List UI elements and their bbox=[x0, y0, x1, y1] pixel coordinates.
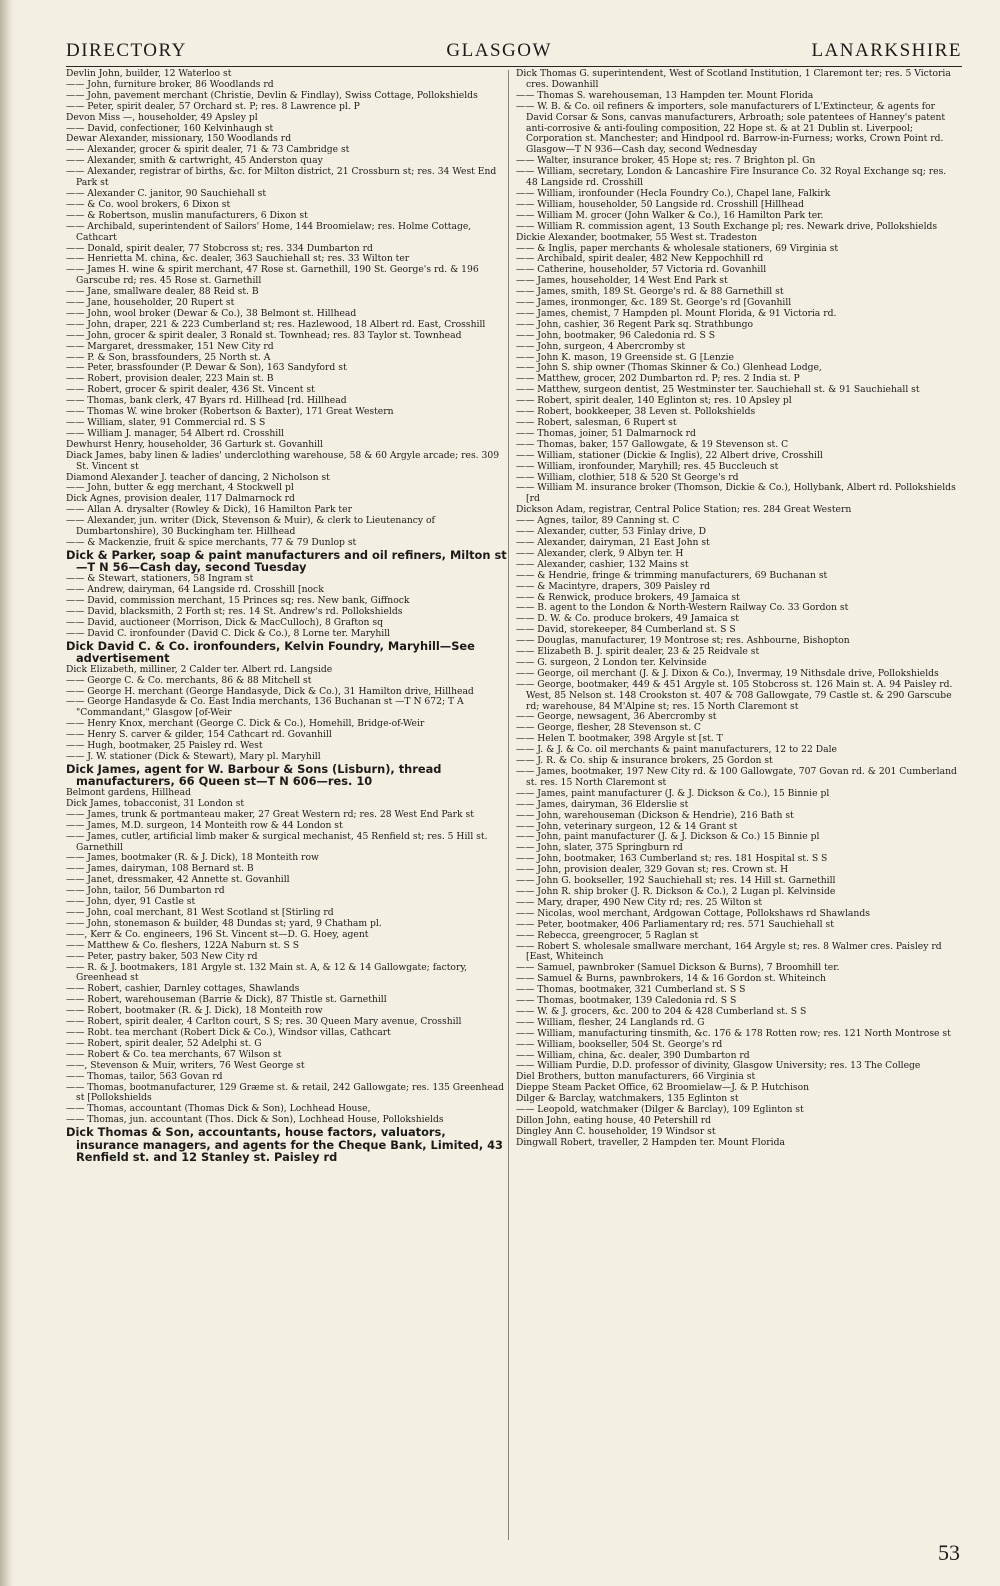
directory-entry: —— Robert, provision dealer, 223 Main st. B bbox=[66, 373, 274, 385]
directory-entry: —— Robert, spirit dealer, 52 Adelphi st. G bbox=[66, 1037, 262, 1049]
directory-entry: —— Robert, grocer & spirit dealer, 436 St. Vincent st bbox=[66, 384, 315, 396]
directory-entry: —— R. & J. bootmakers, 181 Argyle st. 132 Main st. A, & 12 & 14 Gallowgate; factory, Greenhead st bbox=[66, 961, 468, 984]
directory-entry: —— George, bootmaker, 449 & 451 Argyle st. 105 Stobcross st. 126 Main st. A. 94 Paisley rd. West, 85 Nelson st. 148 Crookston st. 407 & 708 Gallowgate, 79 Castle st. & 290 Garscube rd; warehouse, 84 M'Alpine st; res. 15 North Claremont st bbox=[516, 678, 953, 712]
directory-entry: —— James, chemist, 7 Hampden pl. Mount Florida, & 91 Victoria rd. bbox=[516, 307, 837, 319]
directory-entry: —— Elizabeth B. J. spirit dealer, 23 & 25 Reidvale st bbox=[516, 646, 760, 658]
directory-entry: —— Helen T. bootmaker, 398 Argyle st [st. T bbox=[516, 733, 723, 745]
directory-entry: —— John, veterinary surgeon, 12 & 14 Grant st bbox=[516, 820, 738, 832]
directory-entry: —— Margaret, dressmaker, 151 New City rd bbox=[66, 340, 274, 352]
directory-entry: —— William, flesher, 24 Langlands rd. G bbox=[516, 1016, 705, 1028]
directory-entry: —— Jane, smallware dealer, 88 Reid st. B bbox=[66, 286, 259, 298]
directory-entry: —— & Macintyre, drapers, 309 Paisley rd bbox=[516, 580, 710, 592]
directory-entry: —— Donald, spirit dealer, 77 Stobcross st; res. 334 Dumbarton rd bbox=[66, 242, 373, 254]
directory-entry: —— William, bookseller, 504 St. George's rd bbox=[516, 1038, 723, 1050]
directory-entry: —— Rebecca, greengrocer, 5 Raglan st bbox=[516, 929, 699, 941]
directory-entry: —— William, stationer (Dickie & Inglis), 22 Albert drive, Crosshill bbox=[516, 449, 823, 461]
directory-entry: —— John, butter & egg merchant, 4 Stockwell pl bbox=[66, 482, 294, 494]
directory-entry: —— William Purdie, D.D. professor of divinity, Glasgow University; res. 13 The College bbox=[516, 1060, 921, 1072]
directory-entry: —— William, ironfounder (Hecla Foundry Co.), Chapel lane, Falkirk bbox=[516, 187, 831, 199]
directory-entry: —— John, slater, 375 Springburn rd bbox=[516, 842, 683, 854]
directory-entry: —— James, bootmaker, 197 New City rd. & 100 Gallowgate, 707 Govan rd. & 201 Cumberland st. res. 15 North Claremont st bbox=[516, 766, 957, 788]
directory-entry: —— G. surgeon, 2 London ter. Kelvinside bbox=[516, 656, 707, 668]
directory-entry: —— James, ironmonger, &c. 189 St. George's rd [Govanhill bbox=[516, 297, 792, 309]
directory-entry: —— George H. merchant (George Handasyde, Dick & Co.), 31 Hamilton drive, Hillhead bbox=[66, 685, 474, 697]
directory-entry: —— Robert S. wholesale smallware merchant, 164 Argyle st; res. 8 Walmer cres. Paisley rd [East, Whiteinch bbox=[516, 940, 942, 963]
directory-entry: —— Peter, pastry baker, 503 New City rd bbox=[66, 950, 258, 962]
directory-entry: —— John, surgeon, 4 Abercromby st bbox=[516, 340, 686, 352]
directory-entry: —— Thomas, joiner, 51 Dalmarnock rd bbox=[516, 427, 696, 439]
directory-entry: —— William, china, &c. dealer, 390 Dumbarton rd bbox=[516, 1049, 750, 1061]
directory-entry: —— Samuel, pawnbroker (Samuel Dickson & Burns), 7 Broomhill ter. bbox=[516, 962, 840, 974]
right-column bbox=[516, 69, 958, 1541]
directory-entry: —— William, slater, 91 Commercial rd. S S bbox=[66, 417, 266, 428]
directory-entry: —— Alexander, dairyman, 21 East John st bbox=[516, 536, 710, 548]
directory-entry: —— Thomas S. warehouseman, 13 Hampden ter. Mount Florida bbox=[516, 89, 814, 101]
directory-entry: Dilger & Barclay, watchmakers, 135 Eglinton st bbox=[516, 1093, 739, 1105]
directory-entry: —— J. R. & Co. ship & insurance brokers, 25 Gordon st bbox=[516, 755, 773, 767]
directory-entry: —— Robert, cashier, Darnley cottages, Shawlands bbox=[66, 983, 300, 995]
directory-entry: —— Alexander, cutter, 53 Finlay drive, D bbox=[516, 526, 706, 538]
directory-entry: Dickson Adam, registrar, Central Police Station; res. 284 Great Western bbox=[516, 504, 852, 516]
directory-entry: ——, Kerr & Co. engineers, 196 St. Vincent st—D. G. Hoey, agent bbox=[66, 928, 369, 940]
directory-entry: —— John S. ship owner (Thomas Skinner & Co.) Glenhead Lodge, bbox=[516, 362, 822, 374]
directory-entry: —— David, storekeeper, 84 Cumberland st. S S bbox=[516, 624, 736, 636]
directory-entry: —— John, paint manufacturer (J. & J. Dickson & Co.) 15 Binnie pl bbox=[516, 831, 820, 843]
directory-entry: —— Alexander, registrar of births, &c. for Milton district, 21 Crossburn st; res. 34 West End Park st bbox=[66, 166, 497, 189]
directory-entry: —— William, manufacturing tinsmith, &c. 176 & 178 Rotten row; res. 121 North Montrose st bbox=[516, 1027, 951, 1039]
page-number: 53 bbox=[938, 1540, 960, 1565]
directory-entry: —— James H. wine & spirit merchant, 47 Rose st. Garnethill, 190 St. George's rd. & 196 Garscube rd; res. 45 Rose st. Garnethill bbox=[66, 264, 479, 287]
directory-entry: —— James, bootmaker (R. & J. Dick), 18 Monteith row bbox=[66, 852, 319, 864]
directory-entry: —— Henry Knox, merchant (George C. Dick & Co.), Homehill, Bridge-of-Weir bbox=[66, 718, 425, 730]
directory-entry: —— James, dairyman, 108 Bernard st. B bbox=[66, 863, 254, 875]
directory-entry: Devon Miss —, householder, 49 Apsley pl bbox=[66, 111, 258, 123]
page-header bbox=[66, 38, 962, 62]
directory-entry: —— Robt. tea merchant (Robert Dick & Co.), Windsor villas, Cathcart bbox=[66, 1026, 391, 1038]
directory-entry: —— Henrietta M. china, &c. dealer, 363 Sauchiehall st; res. 33 Wilton ter bbox=[66, 253, 410, 265]
directory-entry: —— David, commission merchant, 15 Princes sq; res. New bank, Giffnock bbox=[66, 594, 410, 606]
directory-entry: —— John, warehouseman (Dickson & Hendrie), 216 Bath st bbox=[516, 809, 794, 821]
directory-entry: —— Hugh, bootmaker, 25 Paisley rd. West bbox=[66, 740, 263, 752]
directory-entry: —— Thomas, bootmaker, 321 Cumberland st. S S bbox=[516, 984, 746, 996]
directory-entry: —— Douglas, manufacturer, 19 Montrose st; res. Ashbourne, Bishopton bbox=[516, 635, 850, 647]
directory-entry: —— William R. commission agent, 13 South Exchange pl; res. Newark drive, Pollokshields bbox=[516, 220, 938, 232]
directory-entry: —— Walter, insurance broker, 45 Hope st; res. 7 Brighton pl. Gn bbox=[516, 155, 816, 167]
directory-entry: —— James, cutler, artificial limb maker & surgical mechanist, 45 Renfield st; res. 5 Hill st. Garnethill bbox=[66, 830, 488, 853]
directory-entry: Dewar Alexander, missionary, 150 Woodlands rd bbox=[66, 133, 292, 145]
directory-entry: Dick Thomas G. superintendent, West of Scotland Institution, 1 Claremont ter; res. 5 Victoria cres. Dowanhill bbox=[516, 69, 951, 90]
directory-entry: —— Peter, bootmaker, 406 Parliamentary rd; res. 571 Sauchiehall st bbox=[516, 918, 834, 930]
directory-entry: —— Nicolas, wool merchant, Ardgowan Cottage, Pollokshaws rd Shawlands bbox=[516, 907, 870, 919]
directory-entry: —— David C. ironfounder (David C. Dick & Co.), 8 Lorne ter. Maryhill bbox=[66, 627, 391, 639]
directory-entry: Dieppe Steam Packet Office, 62 Broomielaw—J. & P. Hutchison bbox=[516, 1082, 810, 1094]
directory-entry: —— Robert, salesman, 6 Rupert st bbox=[516, 417, 677, 428]
directory-entry: —— Thomas, accountant (Thomas Dick & Son), Lochhead House, bbox=[66, 1103, 371, 1115]
directory-entry: —— John, grocer & spirit dealer, 3 Ronald st. Townhead; res. 83 Taylor st. Townhead bbox=[66, 329, 462, 341]
directory-entry: —— P. & Son, brassfounders, 25 North st. A bbox=[66, 351, 271, 363]
directory-entry: —— Jane, householder, 20 Rupert st bbox=[66, 297, 235, 309]
directory-entry: —— John, bootmaker, 96 Caledonia rd. S S bbox=[516, 329, 716, 341]
directory-entry: —— J. & J. & Co. oil merchants & paint manufacturers, 12 to 22 Dale bbox=[516, 744, 837, 756]
header-left: DIRECTORY bbox=[66, 40, 187, 61]
directory-entry: —— James, householder, 14 West End Park st bbox=[516, 275, 728, 287]
directory-entry: —— & Hendrie, fringe & trimming manufacturers, 69 Buchanan st bbox=[516, 569, 828, 581]
directory-entry: —— Matthew, surgeon dentist, 25 Westminster ter. Sauchiehall st. & 91 Sauchiehall st bbox=[516, 384, 920, 396]
directory-entry: —— George, oil merchant (J. & J. Dixon & Co.), Invermay, 19 Nithsdale drive, Pollokshields bbox=[516, 667, 939, 679]
directory-entry: —— William M. insurance broker (Thomson, Dickie & Co.), Hollybank, Albert rd. Pollokshields [rd bbox=[516, 482, 956, 505]
directory-entry: —— Catherine, householder, 57 Victoria rd. Govanhill bbox=[516, 264, 767, 276]
directory-entry: —— Alexander, clerk, 9 Albyn ter. H bbox=[516, 547, 684, 559]
directory-entry: Dickie Alexander, bootmaker, 55 West st. Tradeston bbox=[516, 231, 757, 243]
directory-entry: ——, Stevenson & Muir, writers, 76 West George st bbox=[66, 1059, 305, 1071]
directory-entry: —— Alexander, jun. writer (Dick, Stevenson & Muir), & clerk to Lieutenancy of Dumbartonshire), 30 Buckingham ter. Hillhead bbox=[66, 515, 435, 538]
page-binding-edge bbox=[0, 0, 14, 1586]
directory-entry-advert: Dick & Parker, soap & paint manufacturers and oil refiners, Milton st—T N 56—Cash day, second Tuesday bbox=[66, 547, 507, 575]
directory-entry: —— Thomas, bank clerk, 47 Byars rd. Hillhead [rd. Hillhead bbox=[66, 395, 347, 407]
directory-entry: —— W. B. & Co. oil refiners & importers, sole manufacturers of L'Extincteur, & agents for David Corsar & Sons, canvas manufacturers, Arbroath; sole patentees of Hanney's patent anti-corrosive & anti-fouling composition, 22 Hope st. & at 21 Dublin st. Liverpool; Corporation st. Manchester; and Hindpool rd. Barrow-in-Furness; works, Crown Point rd. Glasgow—T N 936—Cash day, second Wednesday bbox=[516, 100, 946, 156]
directory-entry: —— Henry S. carver & gilder, 154 Cathcart rd. Govanhill bbox=[66, 729, 332, 741]
directory-entry: Diel Brothers, button manufacturers, 66 Virginia st bbox=[516, 1071, 756, 1083]
directory-entry: —— Matthew & Co. fleshers, 122A Naburn st. S S bbox=[66, 939, 300, 951]
directory-entry: —— James, trunk & portmanteau maker, 27 Great Western rd; res. 28 West End Park st bbox=[66, 808, 474, 820]
directory-entry: Diamond Alexander J. teacher of dancing, 2 Nicholson st bbox=[66, 471, 330, 483]
directory-entry: —— David, auctioneer (Morrison, Dick & MacCulloch), 8 Grafton sq bbox=[66, 616, 383, 628]
directory-entry: —— William, secretary, London & Lancashire Fire Insurance Co. 32 Royal Exchange sq; res. 48 Langside rd. Crosshill bbox=[516, 166, 947, 189]
directory-entry: Diack James, baby linen & ladies' underclothing warehouse, 58 & 60 Argyle arcade; res. 309 St. Vincent st bbox=[66, 449, 500, 472]
directory-entry: —— Robert & Co. tea merchants, 67 Wilson st bbox=[66, 1048, 282, 1060]
directory-entry: —— & Renwick, produce brokers, 49 Jamaica st bbox=[516, 591, 740, 603]
directory-entry: —— Thomas, bootmaker, 139 Caledonia rd. S S bbox=[516, 995, 737, 1007]
directory-entry: —— Thomas, baker, 157 Gallowgate, & 19 Stevenson st. C bbox=[516, 438, 789, 450]
directory-entry: —— George, flesher, 28 Stevenson st. C bbox=[516, 722, 701, 734]
directory-entry: —— George C. & Co. merchants, 86 & 88 Mitchell st bbox=[66, 674, 312, 686]
directory-entry: Dingwall Robert, traveller, 2 Hampden ter. Mount Florida bbox=[516, 1136, 785, 1148]
directory-entry: —— Thomas, bootmanufacturer, 129 Græme st. & retail, 242 Gallowgate; res. 135 Greenhead st [Pollokshields bbox=[66, 1081, 505, 1104]
directory-entry: —— Peter, brassfounder (P. Dewar & Son), 163 Sandyford st bbox=[66, 362, 347, 374]
directory-entry: —— Peter, spirit dealer, 57 Orchard st. P; res. 8 Lawrence pl. P bbox=[66, 100, 360, 112]
directory-entry: —— John, cashier, 36 Regent Park sq. Strathbungo bbox=[516, 318, 754, 330]
directory-entry: —— & Stewart, stationers, 58 Ingram st bbox=[66, 573, 254, 585]
left-column bbox=[66, 69, 508, 1541]
directory-entry: —— George Handasyde & Co. East India merchants, 136 Buchanan st —T N 672; T A "Commandant," Glasgow [of-Weir bbox=[66, 696, 464, 719]
directory-entry: —— Alexander C. janitor, 90 Sauchiehall st bbox=[66, 187, 267, 199]
directory-entry: —— William M. grocer (John Walker & Co.), 16 Hamilton Park ter. bbox=[516, 209, 824, 221]
directory-entry: —— Janet, dressmaker, 42 Annette st. Govanhill bbox=[66, 874, 290, 886]
directory-entry: —— John R. ship broker (J. R. Dickson & Co.), 2 Lugan pl. Kelvinside bbox=[516, 885, 836, 897]
directory-entry: —— William, ironfounder, Maryhill; res. 45 Buccleuch st bbox=[516, 460, 779, 472]
directory-entry: —— & Robertson, muslin manufacturers, 6 Dixon st bbox=[66, 209, 308, 221]
directory-entry: Dick Agnes, provision dealer, 117 Dalmarnock rd bbox=[66, 493, 295, 505]
directory-entry: —— George, newsagent, 36 Abercromby st bbox=[516, 711, 717, 723]
directory-entry: —— John, dyer, 91 Castle st bbox=[66, 896, 196, 908]
directory-entry: —— B. agent to the London & North-Western Railway Co. 33 Gordon st bbox=[516, 602, 849, 614]
directory-entry: —— Andrew, dairyman, 64 Langside rd. Crosshill [nock bbox=[66, 583, 324, 595]
directory-entry: —— Thomas, jun. accountant (Thos. Dick & Son), Lochhead House, Pollokshields bbox=[66, 1114, 444, 1126]
column-divider bbox=[508, 70, 509, 1540]
directory-entry: —— John, draper, 221 & 223 Cumberland st; res. Hazlewood, 18 Albert rd. East, Crosshill bbox=[66, 318, 486, 330]
directory-entry: —— John, bootmaker, 163 Cumberland st; res. 181 Hospital st. S S bbox=[516, 853, 828, 865]
directory-entry: —— William J. manager, 54 Albert rd. Crosshill bbox=[66, 427, 285, 439]
directory-entry: —— Archibald, superintendent of Sailors' Home, 144 Broomielaw; res. Holme Cottage, Cathcart bbox=[66, 220, 472, 243]
directory-entry: Dewhurst Henry, householder, 36 Garturk st. Govanhill bbox=[66, 438, 323, 450]
directory-entry: —— & Inglis, paper merchants & wholesale stationers, 69 Virginia st bbox=[516, 242, 839, 254]
directory-entry: —— John K. mason, 19 Greenside st. G [Lenzie bbox=[516, 351, 734, 363]
header-right: LANARKSHIRE bbox=[811, 40, 962, 61]
directory-entry: Dick James, tobacconist, 31 London st bbox=[66, 797, 245, 809]
directory-entry: —— Alexander, grocer & spirit dealer, 71 & 73 Cambridge st bbox=[66, 144, 350, 156]
directory-entry: —— Robert, spirit dealer, 4 Carlton court, S S; res. 30 Queen Mary avenue, Crosshill bbox=[66, 1016, 462, 1028]
directory-entry: —— J. W. stationer (Dick & Stewart), Mary pl. Maryhill bbox=[66, 750, 321, 762]
directory-entry: —— Thomas W. wine broker (Robertson & Baxter), 171 Great Western bbox=[66, 406, 394, 418]
directory-entry: —— Robert, spirit dealer, 140 Eglinton st; res. 10 Apsley pl bbox=[516, 395, 792, 407]
directory-entry: —— Archibald, spirit dealer, 482 New Keppochhill rd bbox=[516, 253, 764, 265]
directory-entry: —— Alexander, cashier, 132 Mains st bbox=[516, 558, 689, 570]
directory-entry: —— Robert, bookkeeper, 38 Leven st. Pollokshields bbox=[516, 406, 756, 418]
directory-entry: —— D. W. & Co. produce brokers, 49 Jamaica st bbox=[516, 613, 739, 625]
directory-entry: —— James, smith, 189 St. George's rd. & 88 Garnethill st bbox=[516, 286, 784, 298]
directory-entry: —— Thomas, tailor, 563 Govan rd bbox=[66, 1070, 223, 1082]
directory-entry: —— James, dairyman, 36 Elderslie st bbox=[516, 798, 689, 810]
directory-entry: Dick Elizabeth, milliner, 2 Calder ter. Albert rd. Langside bbox=[66, 663, 333, 675]
directory-entry: —— Agnes, tailor, 89 Canning st. C bbox=[516, 515, 680, 527]
directory-entry: Belmont gardens, Hillhead bbox=[66, 787, 191, 799]
directory-entry: —— James, paint manufacturer (J. & J. Dickson & Co.), 15 Binnie pl bbox=[516, 787, 830, 799]
directory-entry: —— David, blacksmith, 2 Forth st; res. 14 St. Andrew's rd. Pollokshields bbox=[66, 605, 403, 617]
directory-entry: Dingley Ann C. householder, 19 Windsor st bbox=[516, 1125, 716, 1137]
directory-entry-advert: Dick David C. & Co. ironfounders, Kelvin Foundry, Maryhill—See advertisement bbox=[66, 638, 475, 666]
directory-entry: —— Leopold, watchmaker (Dilger & Barclay), 109 Eglinton st bbox=[516, 1104, 804, 1116]
directory-entry: —— David, confectioner, 160 Kelvinhaugh st bbox=[66, 122, 274, 134]
directory-entry: —— Mary, draper, 490 New City rd; res. 25 Wilton st bbox=[516, 896, 763, 908]
directory-entry: —— Allan A. drysalter (Rowley & Dick), 16 Hamilton Park ter bbox=[66, 504, 352, 516]
directory-entry: —— John, furniture broker, 86 Woodlands rd bbox=[66, 78, 274, 90]
directory-entry-advert: Dick Thomas & Son, accountants, house factors, valuators, insurance managers, and agents for the Cheque Bank, Limited, 43 Renfield st. and 12 Stanley st. Paisley rd bbox=[66, 1125, 503, 1165]
directory-entry: —— John, tailor, 56 Dumbarton rd bbox=[66, 885, 225, 897]
header-center: GLASGOW bbox=[446, 40, 552, 61]
directory-entry: —— Samuel & Burns, pawnbrokers, 14 & 16 Gordon st. Whiteinch bbox=[516, 973, 826, 985]
directory-entry: —— William, householder, 50 Langside rd. Crosshill [Hillhead bbox=[516, 198, 804, 210]
directory-entry: —— John, stonemason & builder, 48 Dundas st; yard, 9 Chatham pl. bbox=[66, 917, 382, 929]
directory-entry: Devlin John, builder, 12 Waterloo st bbox=[66, 69, 232, 79]
directory-entry: —— Robert, bootmaker (R. & J. Dick), 18 Monteith row bbox=[66, 1005, 323, 1017]
directory-entry: —— & Co. wool brokers, 6 Dixon st bbox=[66, 198, 231, 210]
directory-entry: Dillon John, eating house, 40 Petershill rd bbox=[516, 1115, 712, 1126]
directory-entry-advert: Dick James, agent for W. Barbour & Sons (Lisburn), thread manufacturers, 66 Queen st—T N 606—res. 10 bbox=[66, 761, 442, 789]
directory-entry: —— Alexander, smith & cartwright, 45 Anderston quay bbox=[66, 155, 323, 167]
directory-entry: —— Matthew, grocer, 202 Dumbarton rd. P; res. 2 India st. P bbox=[516, 373, 800, 385]
directory-entry: —— John, wool broker (Dewar & Co.), 38 Belmont st. Hillhead bbox=[66, 307, 357, 319]
directory-entry: —— & Mackenzie, fruit & spice merchants, 77 & 79 Dunlop st bbox=[66, 536, 357, 548]
directory-entry: —— James, M.D. surgeon, 14 Monteith row & 44 London st bbox=[66, 819, 343, 831]
directory-entry: —— William, clothier, 518 & 520 St George's rd bbox=[516, 471, 739, 483]
directory-entry: —— John, pavement merchant (Christie, Devlin & Findlay), Swiss Cottage, Pollokshields bbox=[66, 89, 478, 101]
directory-entry: —— W. & J. grocers, &c. 200 to 204 & 428 Cumberland st. S S bbox=[516, 1005, 807, 1017]
directory-entry: —— John, coal merchant, 81 West Scotland st [Stirling rd bbox=[66, 907, 334, 918]
header-rule bbox=[66, 66, 962, 67]
directory-entry: —— John, provision dealer, 329 Govan st; res. Crown st. H bbox=[516, 864, 789, 876]
directory-entry: —— John G. bookseller, 192 Sauchiehall st; res. 14 Hill st. Garnethill bbox=[516, 875, 836, 887]
directory-entry: —— Robert, warehouseman (Barrie & Dick), 87 Thistle st. Garnethill bbox=[66, 994, 387, 1006]
